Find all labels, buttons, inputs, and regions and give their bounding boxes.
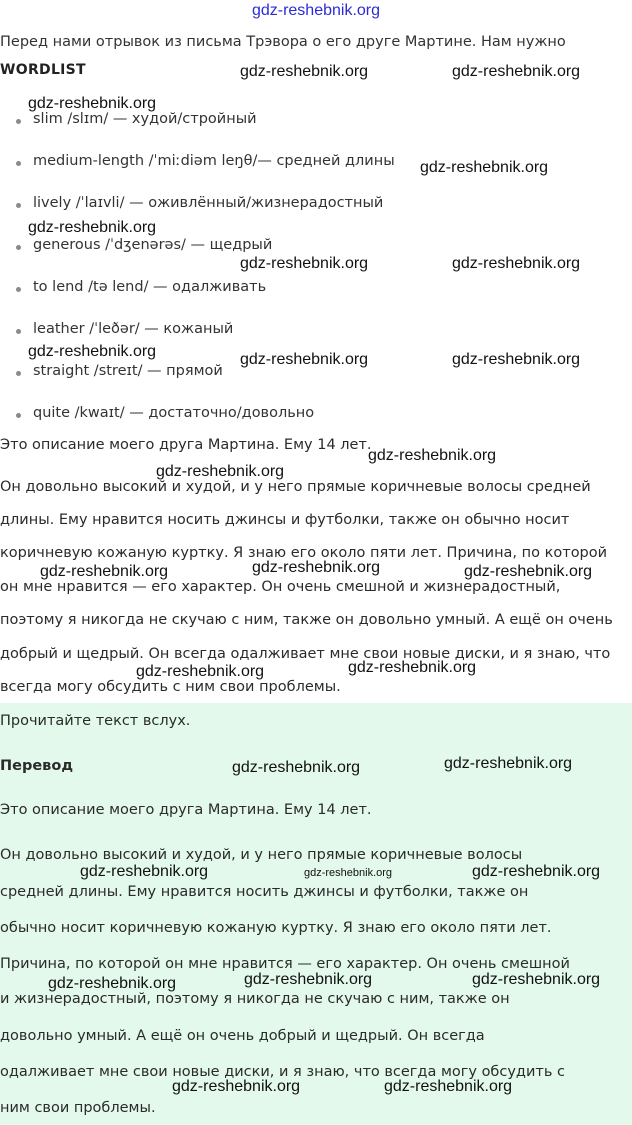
watermark: gdz-reshebnik.org [28, 95, 157, 112]
watermark: gdz-reshebnik.org [156, 463, 285, 480]
wordlist-item: medium-length /ˈmiːdiəm leŋθ/— средней длины [33, 153, 395, 169]
translation-title: Перевод [0, 758, 74, 774]
watermark: gdz-reshebnik.org [420, 159, 549, 176]
letter-line: коричневую кожаную куртку. Я знаю его около пяти лет. Причина, по которой [0, 545, 608, 561]
translation-line: довольно умный. А ещё он очень добрый и щедрый. Он всегда [0, 1028, 485, 1044]
bullet-icon [16, 329, 21, 334]
letter-line: Он довольно высокий и худой, и у него прямые коричневые волосы средней [0, 479, 591, 495]
translation-line: обычно носит коричневую кожаную куртку. Я знаю его около пяти лет. [0, 920, 552, 936]
wordlist-item: leather /ˈleðər/ — кожаный [33, 321, 234, 337]
translation-line: одалживает мне свои новые диски, и я знаю, что всегда могу обсудить с [0, 1064, 565, 1080]
letter-line: добрый и щедрый. Он всегда одалживает мне свои новые диски, и я знаю, что [0, 646, 611, 662]
letter-line: всегда могу обсудить с ним свои проблемы. [0, 679, 341, 695]
translation-line: Он довольно высокий и худой, и у него прямые коричневые волосы [0, 847, 523, 863]
translation-line: ним свои проблемы. [0, 1100, 156, 1116]
watermark: gdz-reshebnik.org [48, 975, 177, 992]
watermark: gdz-reshebnik.org [444, 755, 573, 772]
watermark: gdz-reshebnik.org [240, 351, 369, 368]
watermark: gdz-reshebnik.org [232, 759, 361, 776]
watermark: gdz-reshebnik.org [28, 219, 157, 236]
bullet-icon [16, 161, 21, 166]
wordlist-item: to lend /tə lend/ — одалживать [33, 279, 267, 295]
watermark: gdz-reshebnik.org [40, 563, 169, 580]
wordlist-item: quite /kwaɪt/ — достаточно/довольно [33, 405, 315, 421]
translation-line: средней длины. Ему нравится носить джинсы и футболки, также он [0, 884, 529, 900]
wordlist-item: generous /ˈdʒenərəs/ — щедрый [33, 237, 273, 253]
bullet-icon [16, 287, 21, 292]
watermark: gdz-reshebnik.org [304, 867, 393, 879]
read-aloud-instruction: Прочитайте текст вслух. [0, 713, 191, 729]
watermark: gdz-reshebnik.org [384, 1078, 513, 1095]
watermark: gdz-reshebnik.org [452, 255, 581, 272]
watermark: gdz-reshebnik.org [28, 343, 157, 360]
watermark: gdz-reshebnik.org [240, 255, 369, 272]
letter-line: Это описание моего друга Мартина. Ему 14 лет. [0, 437, 372, 453]
watermark: gdz-reshebnik.org [464, 563, 593, 580]
translation-line: Это описание моего друга Мартина. Ему 14 лет. [0, 802, 372, 818]
watermark: gdz-reshebnik.org [348, 659, 477, 676]
wordlist-title: WORDLIST [0, 62, 86, 78]
watermark: gdz-reshebnik.org [136, 663, 265, 680]
watermark: gdz-reshebnik.org [80, 863, 209, 880]
watermark: gdz-reshebnik.org [472, 971, 601, 988]
watermark: gdz-reshebnik.org [472, 863, 601, 880]
watermark: gdz-reshebnik.org [240, 63, 369, 80]
header-watermark: gdz-reshebnik.org [251, 2, 381, 19]
bullet-icon [16, 119, 21, 124]
bullet-icon [16, 371, 21, 376]
wordlist-item: lively /ˈlaɪvli/ — оживлённый/жизнерадостный [33, 195, 384, 211]
watermark: gdz-reshebnik.org [452, 351, 581, 368]
watermark: gdz-reshebnik.org [252, 559, 381, 576]
watermark: gdz-reshebnik.org [172, 1078, 301, 1095]
letter-line: он мне нравится — его характер. Он очень смешной и жизнерадостный, [0, 579, 561, 595]
bullet-icon [16, 413, 21, 418]
watermark: gdz-reshebnik.org [452, 63, 581, 80]
letter-line: поэтому я никогда не скучаю с ним, также он довольно умный. А ещё он очень [0, 612, 613, 628]
bullet-icon [16, 203, 21, 208]
watermark: gdz-reshebnik.org [368, 447, 497, 464]
wordlist-item: straight /streɪt/ — прямой [33, 363, 223, 379]
wordlist-item: slim /slɪm/ — худой/стройный [33, 111, 257, 127]
translation-line: Причина, по которой он мне нравится — его характер. Он очень смешной [0, 956, 570, 972]
translation-line: и жизнерадостный, поэтому я никогда не скучаю с ним, также он [0, 991, 510, 1007]
intro-text: Перед нами отрывок из письма Трэвора о его друге Мартине. Нам нужно [0, 34, 566, 50]
letter-line: длины. Ему нравится носить джинсы и футболки, также он обычно носит [0, 512, 570, 528]
watermark: gdz-reshebnik.org [244, 971, 373, 988]
bullet-icon [16, 245, 21, 250]
